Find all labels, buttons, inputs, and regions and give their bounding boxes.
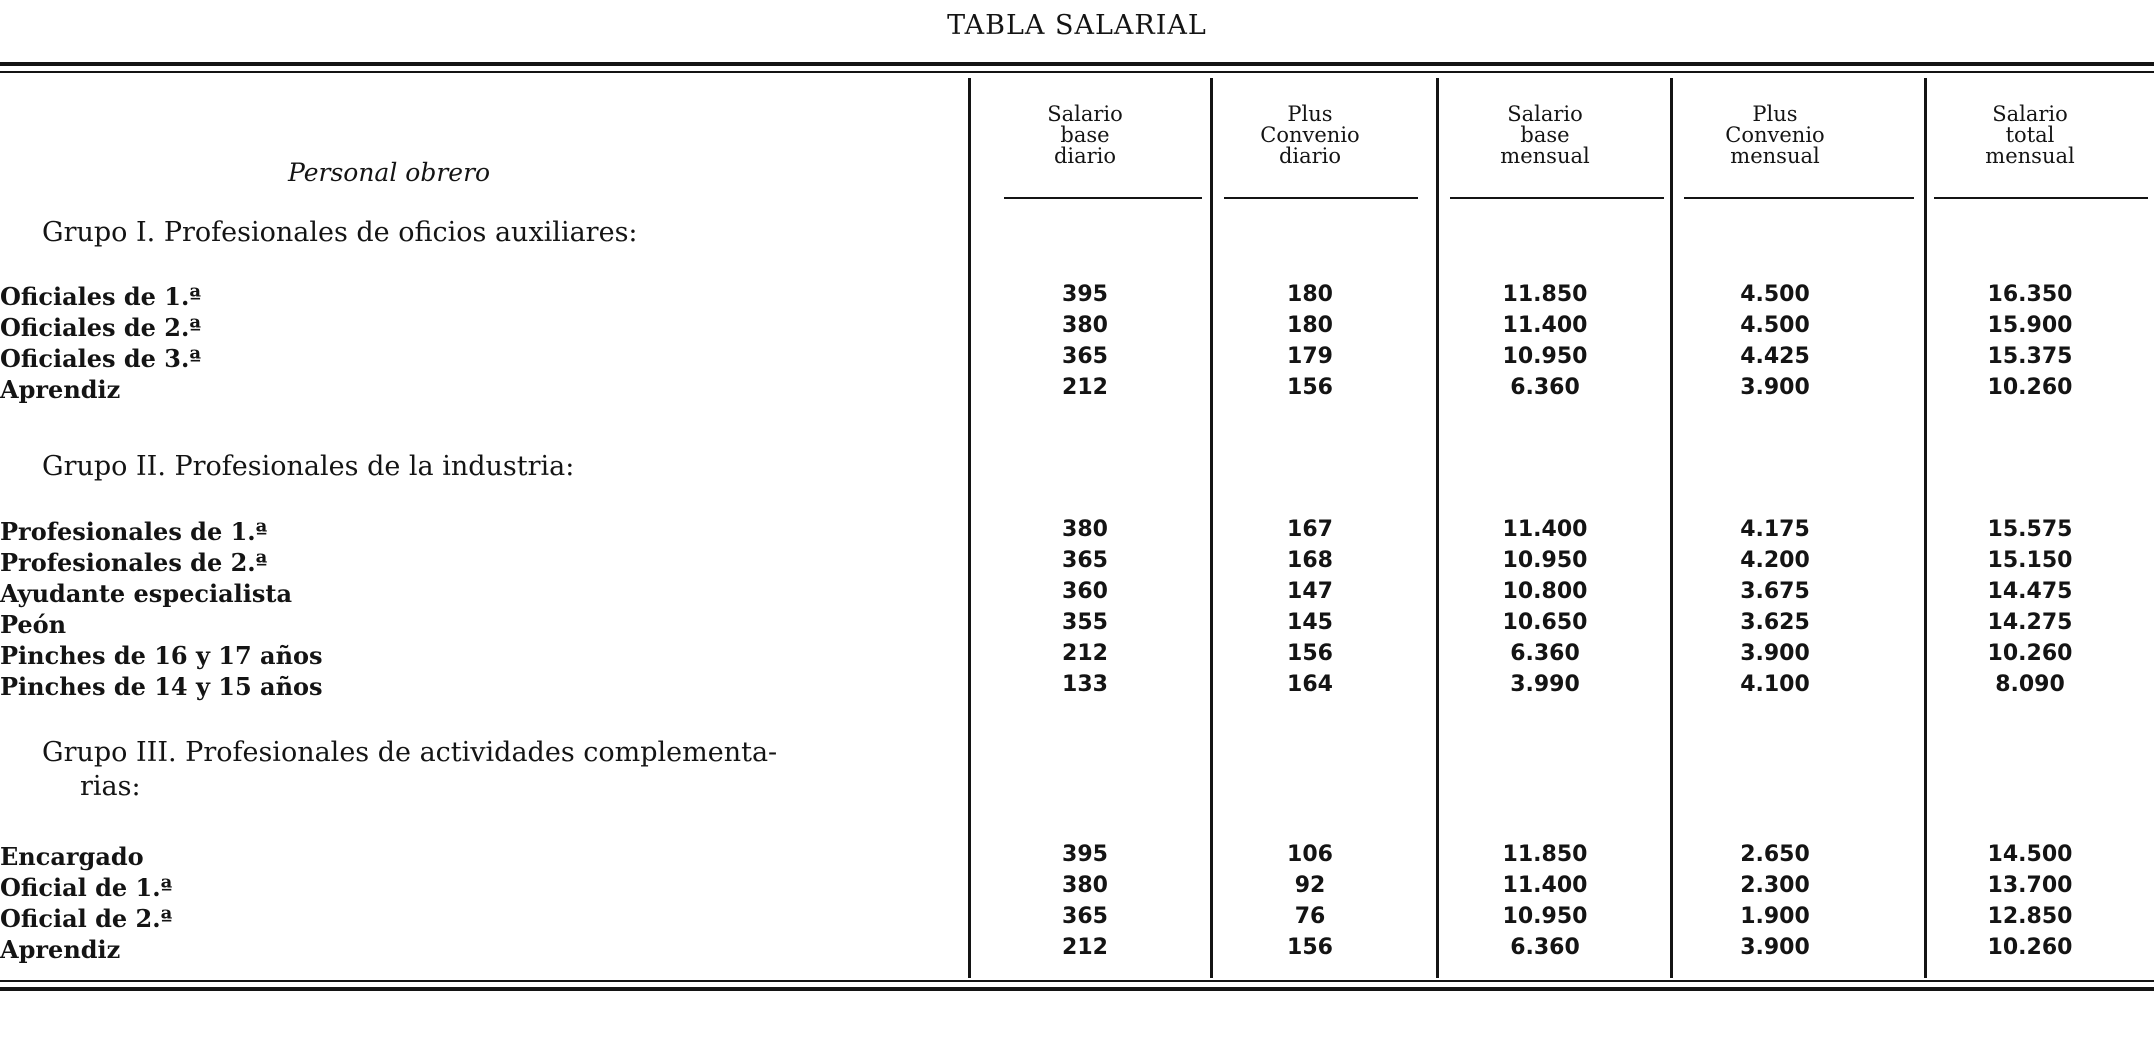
cell-value: 145 xyxy=(1287,610,1333,635)
cell-value: 14.475 xyxy=(1987,579,2073,604)
cell-value: 15.375 xyxy=(1987,344,2073,369)
column-header-salario-total-mensual: Salario total mensual xyxy=(1985,102,2075,168)
cell-value: 14.275 xyxy=(1987,610,2073,635)
cell-value: 16.350 xyxy=(1987,282,2073,307)
cell-value: 212 xyxy=(1062,935,1108,960)
cell-value: 380 xyxy=(1062,517,1108,542)
row-label: Aprendiz xyxy=(0,935,126,964)
cell-value: 147 xyxy=(1287,579,1333,604)
cell-value: 179 xyxy=(1287,344,1333,369)
cell-value: 168 xyxy=(1287,548,1333,573)
cell-value: 6.360 xyxy=(1510,641,1580,666)
table-row xyxy=(0,548,2154,578)
column-header-plus-convenio-mensual: Plus Convenio mensual xyxy=(1725,102,1825,168)
cell-value: 3.675 xyxy=(1740,579,1810,604)
cell-value: 10.950 xyxy=(1502,548,1588,573)
cell-value: 133 xyxy=(1062,672,1108,697)
cell-value: 10.260 xyxy=(1987,641,2073,666)
cell-value: 10.650 xyxy=(1502,610,1588,635)
column-header-salario-base-diario: Salario base diario xyxy=(1047,102,1123,168)
cell-value: 156 xyxy=(1287,375,1333,400)
row-label: Aprendiz xyxy=(0,375,126,404)
cell-value: 3.625 xyxy=(1740,610,1810,635)
cell-value: 14.500 xyxy=(1987,842,2073,867)
row-label: Pinches de 16 y 17 años xyxy=(0,641,329,670)
table-row xyxy=(0,517,2154,547)
group-heading-continuation: rias: xyxy=(80,771,141,802)
cell-value: 11.400 xyxy=(1502,873,1588,898)
cell-value: 12.850 xyxy=(1987,904,2073,929)
cell-value: 355 xyxy=(1062,610,1108,635)
header-underline xyxy=(1450,197,1664,199)
cell-value: 365 xyxy=(1062,904,1108,929)
cell-value: 395 xyxy=(1062,282,1108,307)
cell-value: 4.500 xyxy=(1740,282,1810,307)
cell-value: 10.260 xyxy=(1987,375,2073,400)
cell-value: 13.700 xyxy=(1987,873,2073,898)
cell-value: 6.360 xyxy=(1510,375,1580,400)
row-label: Profesionales de 2.ª xyxy=(0,548,273,577)
table-row xyxy=(0,313,2154,343)
top-rule-thin xyxy=(0,71,2154,73)
cell-value: 11.850 xyxy=(1502,842,1588,867)
row-label: Encargado xyxy=(0,842,150,871)
cell-value: 15.575 xyxy=(1987,517,2073,542)
table-row xyxy=(0,579,2154,609)
header-underline xyxy=(1934,197,2148,199)
cell-value: 106 xyxy=(1287,842,1333,867)
cell-value: 4.200 xyxy=(1740,548,1810,573)
row-label: Oficiales de 1.ª xyxy=(0,282,207,311)
cell-value: 180 xyxy=(1287,282,1333,307)
group-heading: Grupo I. Profesionales de oficios auxiliares: xyxy=(42,217,638,248)
table-row xyxy=(0,873,2154,903)
table-row xyxy=(0,641,2154,671)
cell-value: 10.950 xyxy=(1502,344,1588,369)
cell-value: 11.400 xyxy=(1502,313,1588,338)
cell-value: 10.260 xyxy=(1987,935,2073,960)
bottom-rule-thin xyxy=(0,980,2154,982)
table-row xyxy=(0,282,2154,312)
cell-value: 11.850 xyxy=(1502,282,1588,307)
cell-value: 164 xyxy=(1287,672,1333,697)
cell-value: 380 xyxy=(1062,313,1108,338)
table-row xyxy=(0,672,2154,702)
header-underline xyxy=(1684,197,1914,199)
cell-value: 15.900 xyxy=(1987,313,2073,338)
cell-value: 180 xyxy=(1287,313,1333,338)
table-row xyxy=(0,344,2154,374)
cell-value: 380 xyxy=(1062,873,1108,898)
cell-value: 4.500 xyxy=(1740,313,1810,338)
cell-value: 365 xyxy=(1062,548,1108,573)
cell-value: 365 xyxy=(1062,344,1108,369)
cell-value: 4.175 xyxy=(1740,517,1810,542)
cell-value: 76 xyxy=(1294,904,1326,929)
group-heading: Grupo II. Profesionales de la industria: xyxy=(42,451,575,482)
table-row xyxy=(0,375,2154,405)
cell-value: 92 xyxy=(1294,873,1326,898)
cell-value: 4.100 xyxy=(1740,672,1810,697)
cell-value: 212 xyxy=(1062,641,1108,666)
top-rule-thick xyxy=(0,62,2154,66)
row-label: Pinches de 14 y 15 años xyxy=(0,672,329,701)
cell-value: 2.300 xyxy=(1740,873,1810,898)
cell-value: 167 xyxy=(1287,517,1333,542)
cell-value: 360 xyxy=(1062,579,1108,604)
cell-value: 10.950 xyxy=(1502,904,1588,929)
cell-value: 15.150 xyxy=(1987,548,2073,573)
personal-label: Personal obrero xyxy=(288,158,491,187)
table-row xyxy=(0,904,2154,934)
row-label: Oficiales de 2.ª xyxy=(0,313,207,342)
table-row xyxy=(0,935,2154,965)
cell-value: 156 xyxy=(1287,641,1333,666)
column-header-plus-convenio-diario: Plus Convenio diario xyxy=(1260,102,1360,168)
bottom-rule-thick xyxy=(0,987,2154,991)
cell-value: 3.900 xyxy=(1740,641,1810,666)
row-label: Oficial de 2.ª xyxy=(0,904,178,933)
column-header-salario-base-mensual: Salario base mensual xyxy=(1500,102,1590,168)
row-label: Peón xyxy=(0,610,72,639)
cell-value: 6.360 xyxy=(1510,935,1580,960)
row-label: Oficial de 1.ª xyxy=(0,873,178,902)
header-underline xyxy=(1004,197,1202,199)
cell-value: 212 xyxy=(1062,375,1108,400)
cell-value: 156 xyxy=(1287,935,1333,960)
row-label: Oficiales de 3.ª xyxy=(0,344,207,373)
cell-value: 11.400 xyxy=(1502,517,1588,542)
cell-value: 3.990 xyxy=(1510,672,1580,697)
row-label: Profesionales de 1.ª xyxy=(0,517,273,546)
group-heading: Grupo III. Profesionales de actividades complementa- xyxy=(42,737,778,768)
cell-value: 395 xyxy=(1062,842,1108,867)
cell-value: 1.900 xyxy=(1740,904,1810,929)
cell-value: 3.900 xyxy=(1740,935,1810,960)
header-underline xyxy=(1224,197,1418,199)
row-label: Ayudante especialista xyxy=(0,579,298,608)
cell-value: 4.425 xyxy=(1740,344,1810,369)
cell-value: 10.800 xyxy=(1502,579,1588,604)
cell-value: 2.650 xyxy=(1740,842,1810,867)
page-title: TABLA SALARIAL xyxy=(947,10,1207,41)
cell-value: 3.900 xyxy=(1740,375,1810,400)
table-row xyxy=(0,610,2154,640)
table-row xyxy=(0,842,2154,872)
cell-value: 8.090 xyxy=(1995,672,2065,697)
